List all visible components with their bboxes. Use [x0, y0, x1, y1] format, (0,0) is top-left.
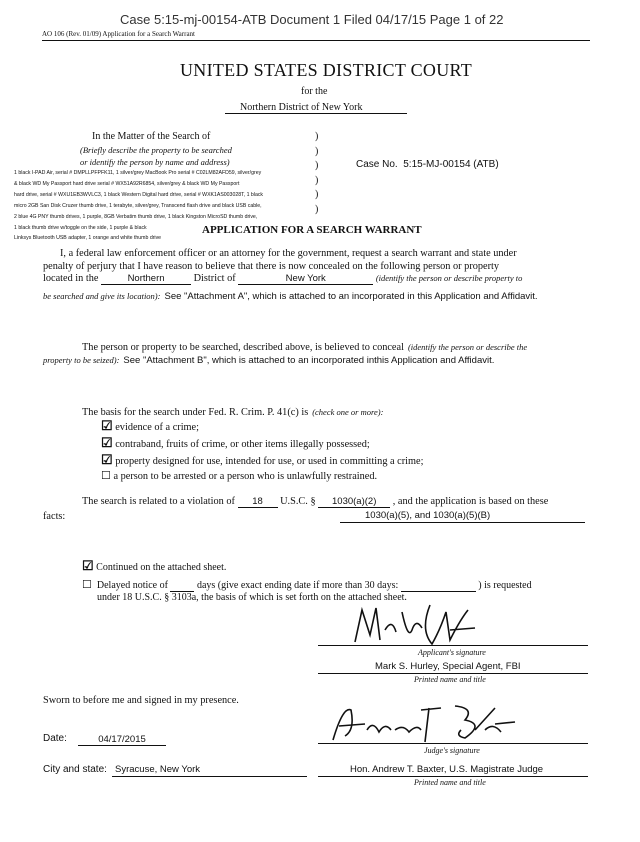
date-field: 04/17/2015 [78, 734, 166, 746]
judge-signature-image [325, 700, 525, 748]
applicant-name-label: Printed name and title [414, 675, 486, 684]
matter-item: hard drive, serial # WXU1EB3WVLC3, 1 black Western Digital hard drive, serial # WXK1AS003028T, 1 black [14, 192, 264, 198]
applicant-sig-label: Applicant's signature [418, 648, 486, 657]
checkbox-checked[interactable]: ☑ [101, 435, 113, 450]
court-district: Northern District of New York [240, 102, 363, 113]
facts-rule [340, 522, 585, 523]
application-title: APPLICATION FOR A SEARCH WARRANT [202, 224, 422, 236]
para2-line2 [43, 350, 494, 368]
para1-line1: I, a federal law enforcement officer or an attorney for the government, request a search warrant and state under [60, 248, 517, 259]
court-for: for the [301, 86, 328, 97]
checkbox-checked[interactable]: ☑ [101, 418, 113, 433]
days-field[interactable] [170, 580, 194, 592]
city-label: City and state: [43, 764, 107, 775]
district-rule [225, 113, 407, 114]
violation-extra: 1030(a)(5), and 1030(a)(5)(B) [365, 510, 491, 521]
delayed-text: Delayed notice of [96, 580, 168, 591]
applicant-sig-rule [318, 645, 588, 646]
matter-item: micro 2GB San Disk Cruzer thumb drive, 1 terabyte, silver/grey, Transcend flash drive and black USB cable, [14, 203, 262, 209]
district-of-label: District of [193, 273, 236, 284]
seized-hint: property to be seized): [43, 355, 120, 365]
location-hint: be searched and give its location): [43, 291, 161, 301]
attachment-b: See "Attachment B", which is attached to an incorporated inthis Application and Affidavit. [123, 355, 495, 366]
attachment-a: See "Attachment A", which is attached to an incorporated in this Application and Affidavit. [164, 291, 538, 302]
state-field: New York [238, 273, 373, 285]
case-no [356, 159, 499, 170]
basis-text: The basis for the search under Fed. R. Crim. P. 41(c) is [82, 407, 309, 418]
case-no-label: Case No. [356, 159, 398, 170]
applicant-name: Mark S. Hurley, Special Agent, FBI [375, 661, 521, 672]
para1-line4 [43, 286, 538, 304]
basis-item-label: contraband, fruits of crime, or other items illegally possessed; [115, 439, 370, 450]
matter-item: 1 black thumb drive w/toggle on the side, 1 purple & black [14, 225, 147, 231]
basis-item-contraband[interactable] [101, 435, 370, 451]
conceal-hint: (identify the person or describe the [407, 342, 528, 352]
city-field: Syracuse, New York [115, 764, 201, 775]
basis-item-person[interactable] [101, 469, 377, 482]
sworn-statement: Sworn to before me and signed in my presence. [43, 695, 239, 706]
identify-hint: (identify the person or describe property to [375, 273, 523, 283]
continued-label: Continued on the attached sheet. [96, 562, 227, 573]
judge-sig-label: Judge's signature [424, 746, 480, 755]
delayed-line2: under 18 U.S.C. § 3103a, the basis of which is set forth on the attached sheet. [97, 592, 407, 603]
matter-line2: (Briefly describe the property to be searched [80, 145, 232, 155]
facts-label: facts: [43, 511, 66, 522]
basis-item-label: property designed for use, intended for use, or used in committing a crime; [115, 456, 424, 467]
form-id: AO 106 (Rev. 01/09) Application for a Search Warrant [42, 30, 196, 38]
checkbox-unchecked[interactable]: ☐ [101, 470, 111, 482]
matter-line3: or identify the person by name and address) [80, 157, 230, 167]
case-no-value: 5:15-MJ-00154 (ATB) [403, 159, 499, 170]
matter-line1: In the Matter of the Search of [92, 131, 211, 142]
checkbox-checked[interactable]: ☑ [82, 558, 94, 573]
judge-name-label: Printed name and title [414, 778, 486, 787]
matter-item: 1 black I-PAD Air, serial # DMPLLPFPFK11, 1 silver/grey MacBook Pro serial # C02LM82AFD59, silver/grey [14, 170, 262, 176]
judge-name-rule [318, 776, 588, 777]
matter-item: & black WD My Passport hard drive serial # WX51A92R6854, silver/grey & black WD My Passport [14, 181, 240, 187]
violation-text: The search is related to a violation of [82, 496, 235, 507]
judge-sig-rule [318, 743, 588, 744]
district-field: Northern [101, 273, 191, 285]
usc-label: U.S.C. § [280, 496, 316, 507]
court-title: UNITED STATES DISTRICT COURT [180, 60, 473, 80]
violation-line [82, 496, 548, 508]
applicant-name-rule [318, 673, 588, 674]
judge-name: Hon. Andrew T. Baxter, U.S. Magistrate Judge [350, 764, 544, 775]
delayed-text-2: days (give exact ending date if more than 30 days: [196, 580, 399, 591]
case-stamp: Case 5:15-mj-00154-ATB Document 1 Filed 04/17/15 Page 1 of 22 [120, 12, 504, 27]
para1-line2: penalty of perjury that I have reason to believe that there is now concealed on the following person or property [43, 261, 500, 272]
header-rule [42, 40, 590, 41]
date-label: Date: [43, 733, 67, 744]
checkbox-unchecked[interactable]: ☐ [82, 579, 92, 591]
para1-line3 [43, 273, 522, 285]
basis-item-evidence[interactable] [101, 418, 199, 434]
ending-date-field[interactable] [401, 580, 476, 592]
violation-text-end: , and the application is based on these [392, 496, 549, 507]
applicant-signature-image [350, 600, 490, 650]
delayed-text-3: ) is requested [478, 580, 532, 591]
usc-title-field: 18 [238, 496, 278, 508]
city-rule [112, 776, 307, 777]
matter-item: 2 blue 4G PNY thumb drives, 1 purple, 8GB Verbatim thumb drive, 1 black Kingston MicroSD thumb drive, [14, 214, 258, 220]
checkbox-checked[interactable]: ☑ [101, 452, 113, 467]
matter-bracket: ) ) ) ) ) ) [315, 131, 319, 215]
basis-item-label: a person to be arrested or a person who is unlawfully restrained. [113, 471, 378, 482]
basis-hint: (check one or more): [312, 407, 384, 417]
delayed-item[interactable] [82, 578, 532, 592]
continued-item[interactable] [82, 558, 226, 574]
basis-item-property[interactable] [101, 452, 424, 468]
matter-item: Linksys Bluetooth USB adapter, 1 orange and white thumb drive [14, 235, 162, 241]
located-label: located in the [43, 273, 99, 284]
conceal-text: The person or property to be searched, described above, is believed to conceal [82, 342, 404, 353]
basis-item-label: evidence of a crime; [115, 422, 199, 433]
usc-section-field: 1030(a)(2) [318, 496, 390, 508]
